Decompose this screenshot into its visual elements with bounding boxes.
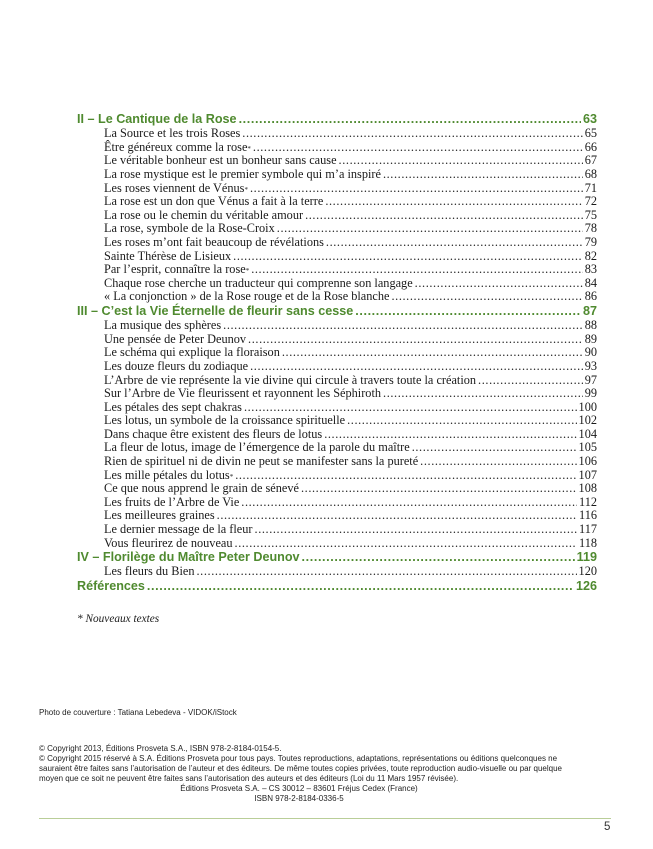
toc-entry: [77, 565, 597, 579]
dot-leader: [248, 333, 583, 347]
toc-label: La musique des sphères: [104, 318, 222, 333]
toc-section: [77, 304, 597, 319]
dot-leader: [233, 250, 583, 264]
toc-entry: [77, 346, 597, 360]
toc-page-number: 75: [584, 207, 597, 222]
toc-entry: [77, 441, 597, 455]
dot-leader: [242, 127, 582, 141]
dot-leader: [347, 414, 576, 428]
toc-label: III – C’est la Vie Éternelle de fleurir sans cesse: [77, 303, 354, 318]
toc-page-number: 66: [584, 139, 597, 154]
toc-entry: [77, 496, 597, 510]
page-number: 5: [604, 821, 611, 833]
dot-leader: [383, 387, 583, 401]
toc-page-number: 89: [584, 331, 597, 346]
toc-label: Dans chaque être existent des fleurs de lotus: [104, 426, 323, 441]
toc-entry: [77, 387, 597, 401]
copyright-block: [39, 744, 639, 803]
toc-page-number: 126: [575, 579, 597, 594]
dot-leader: [253, 141, 583, 155]
toc-page-number: 86: [584, 289, 597, 304]
dot-leader: [147, 579, 574, 594]
toc-page-number: 117: [579, 522, 597, 537]
toc-label: La rose mystique est le premier symbole qui m’a inspiré: [104, 166, 381, 181]
toc-page-number: 120: [578, 564, 597, 579]
toc-page-number: 67: [584, 153, 597, 168]
dot-leader: [277, 222, 583, 236]
toc-page-number: 84: [584, 275, 597, 290]
copyright-line: © Copyright 2013, Éditions Prosveta S.A., ISBN 978-2-8184-0154-5.: [39, 744, 282, 753]
dot-leader: [391, 290, 582, 304]
dot-leader: [241, 496, 577, 510]
toc-entry: [77, 250, 597, 264]
toc-references: [77, 579, 597, 594]
toc-page-number: 112: [579, 494, 597, 509]
toc-entry: [77, 168, 597, 182]
toc-label: II – Le Cantique de la Rose: [77, 112, 237, 126]
toc-page-number: 118: [579, 535, 597, 550]
toc-label: La rose, symbole de la Rose-Croix: [104, 221, 275, 236]
toc-entry: [77, 236, 597, 250]
toc-section: [77, 550, 597, 565]
toc-page-number: 82: [584, 248, 597, 263]
toc-label: IV – Florilège du Maître Peter Deunov: [77, 550, 300, 565]
toc-page-number: 116: [579, 508, 597, 523]
toc-page-number: 90: [584, 345, 597, 360]
new-texts-note: * Nouveaux textes: [77, 613, 160, 625]
toc-label: Les lotus, un symbole de la croissance spirituelle: [104, 413, 346, 428]
toc-section: [77, 112, 597, 127]
toc-label: Les roses viennent de Vénus: [104, 180, 245, 195]
copyright-line: sauraient être faites sans l’autorisation de l’auteur et des éditeurs. De même toutes copies privées, toute reproduction audio-visuelle ou par quelque: [39, 763, 562, 773]
toc-page-number: 105: [578, 440, 597, 455]
toc-label: Chaque rose cherche un traducteur qui comprenne son langage: [104, 275, 413, 290]
dot-leader: [355, 304, 581, 319]
table-of-contents: [77, 112, 597, 594]
toc-label: Ce que nous apprend le grain de sénevé: [104, 481, 299, 496]
toc-entry: [77, 222, 597, 236]
dot-leader: [305, 209, 583, 223]
toc-label: Les fruits de l’Arbre de Vie: [104, 494, 240, 509]
toc-label: Les mille pétales du lotus: [104, 467, 230, 482]
dot-leader: [420, 455, 576, 469]
toc-label: Sainte Thérèse de Lisieux: [104, 248, 232, 263]
dot-leader: [339, 154, 583, 168]
toc-entry: [77, 523, 597, 537]
toc-entry: [77, 414, 597, 428]
dot-leader: [250, 360, 583, 374]
toc-page-number: 107: [578, 467, 597, 482]
toc-entry: [77, 277, 597, 291]
toc-page-number: 68: [584, 166, 597, 181]
toc-page-number: 99: [584, 386, 597, 401]
dot-leader: [217, 509, 577, 523]
copyright-line: moyen que ce soit ne peuvent être faites sans l’autorisation des auteurs et des éditeurs (Loi du 11 Mars 1957 révisée).: [39, 773, 459, 783]
toc-label: La rose est un don que Vénus a fait à la terre: [104, 194, 324, 209]
dot-leader: [223, 319, 583, 333]
toc-page-number: 104: [578, 426, 597, 441]
toc-label: La fleur de lotus, image de l’émergence de la parole du maître: [104, 440, 410, 455]
toc-label: Rien de spirituel ni de divin ne peut se manifester sans la pureté: [104, 454, 419, 469]
toc-entry: [77, 428, 597, 442]
toc-label: Les douze fleurs du zodiaque: [104, 358, 249, 373]
toc-entry: Les mille pétales du lotus * ..... 107: [77, 469, 597, 483]
toc-entry: Être généreux comme la rose * ..... 66: [77, 141, 597, 155]
toc-label: La rose ou le chemin du véritable amour: [104, 207, 304, 222]
toc-entry: Par l’esprit, connaître la rose * ..... 83: [77, 263, 597, 277]
dot-leader: [239, 112, 581, 127]
toc-label: La Source et les trois Roses: [104, 126, 241, 141]
dot-leader: [412, 441, 577, 455]
toc-page-number: 93: [584, 358, 597, 373]
toc-page-number: 97: [584, 372, 597, 387]
toc-entry: [77, 360, 597, 374]
toc-entry: [77, 333, 597, 347]
toc-entry: [77, 374, 597, 388]
dot-leader: [235, 537, 577, 551]
toc-page-number: 72: [584, 194, 597, 209]
dot-leader: [197, 565, 577, 579]
toc-label: Être généreux comme la rose: [104, 139, 248, 154]
toc-page-number: 65: [584, 126, 597, 141]
dot-leader: [324, 428, 576, 442]
toc-page-number: 63: [582, 112, 597, 126]
toc-entry: [77, 509, 597, 523]
toc-label: Les fleurs du Bien: [104, 564, 195, 579]
dot-leader: [282, 346, 583, 360]
toc-entry: [77, 195, 597, 209]
toc-page-number: 88: [584, 318, 597, 333]
toc-entry: [77, 482, 597, 496]
toc-label: Les roses m’ont fait beaucoup de révélations: [104, 234, 324, 249]
dot-leader: [235, 469, 576, 483]
toc-label: Sur l’Arbre de Vie fleurissent et rayonnent les Séphiroth: [104, 386, 382, 401]
toc-entry: Les roses viennent de Vénus * ..... 71: [77, 182, 597, 196]
toc-label: « La conjonction » de la Rose rouge et de la Rose blanche: [104, 289, 390, 304]
toc-page-number: 119: [576, 550, 597, 565]
dot-leader: [250, 182, 583, 196]
toc-page-number: 100: [578, 399, 597, 414]
photo-credit: Photo de couverture : Tatiana Lebedeva - VIDOK/iStock: [39, 708, 237, 717]
dot-leader: [326, 236, 583, 250]
toc-page-number: 79: [584, 234, 597, 249]
toc-entry: [77, 319, 597, 333]
toc-page-number: 78: [584, 221, 597, 236]
dot-leader: [478, 374, 583, 388]
isbn: ISBN 978-2-8184-0336-5: [254, 793, 344, 803]
toc-label: Les pétales des sept chakras: [104, 399, 242, 414]
toc-entry: [77, 290, 597, 304]
toc-entry: [77, 455, 597, 469]
toc-page-number: 71: [584, 180, 597, 195]
toc-label: Références: [77, 579, 145, 594]
dot-leader: [415, 277, 583, 291]
dot-leader: [302, 550, 575, 565]
toc-label: Le véritable bonheur est un bonheur sans cause: [104, 153, 337, 168]
dot-leader: [255, 523, 577, 537]
toc-entry: [77, 209, 597, 223]
dot-leader: [251, 263, 583, 277]
toc-entry: [77, 127, 597, 141]
toc-entry: [77, 154, 597, 168]
dot-leader: [325, 195, 582, 209]
toc-label: Une pensée de Peter Deunov: [104, 331, 247, 346]
toc-page-number: 106: [578, 454, 597, 469]
toc-page-number: 87: [582, 303, 597, 318]
toc-label: Par l’esprit, connaître la rose: [104, 262, 246, 277]
toc-page-number: 83: [584, 262, 597, 277]
toc-label: L’Arbre de vie représente la vie divine qui circule à travers toute la création: [104, 372, 477, 387]
toc-entry: [77, 401, 597, 415]
toc-label: Le dernier message de la fleur: [104, 522, 253, 537]
toc-entry: [77, 537, 597, 551]
dot-leader: [383, 168, 583, 182]
publisher-address: Éditions Prosveta S.A. – CS 30012 – 83601 Fréjus Cedex (France): [180, 783, 418, 793]
dot-leader: [301, 482, 577, 496]
toc-label: Vous fleurirez de nouveau: [104, 535, 233, 550]
toc-label: Le schéma qui explique la floraison: [104, 345, 280, 360]
footer-divider: [39, 818, 611, 819]
toc-page-number: 102: [578, 413, 597, 428]
copyright-line: © Copyright 2015 réservé à S.A. Éditions Prosveta pour tous pays. Toutes reproductions, adaptations, représentations ou éditions quelconques ne: [39, 753, 558, 763]
toc-label: Les meilleures graines: [104, 508, 215, 523]
dot-leader: [244, 401, 577, 415]
toc-page-number: 108: [578, 481, 597, 496]
